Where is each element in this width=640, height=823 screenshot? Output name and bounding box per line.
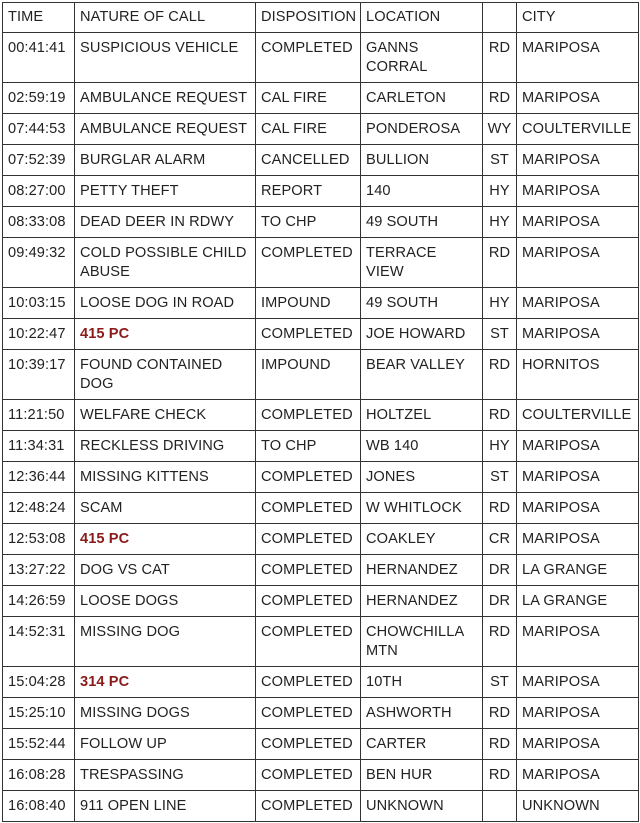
table-row (3, 207, 639, 238)
cell-city: COULTERVILLE (517, 114, 639, 145)
cell-nature-of-call: LOOSE DOG IN ROAD (75, 288, 256, 319)
cell-location: HERNANDEZ (361, 555, 483, 586)
cell-city: MARIPOSA (517, 698, 639, 729)
cell-location: W WHITLOCK (361, 493, 483, 524)
call-log (2, 2, 639, 822)
cell-location: GANNS CORRAL (361, 33, 483, 83)
cell-city: HORNITOS (517, 350, 639, 400)
cell-nature-of-call: COLD POSSIBLE CHILD ABUSE (75, 238, 256, 288)
cell-time: 08:33:08 (3, 207, 75, 238)
cell-disposition: COMPLETED (256, 319, 361, 350)
cell-city: MARIPOSA (517, 524, 639, 555)
cell-suffix: RD (483, 238, 517, 288)
cell-city: LA GRANGE (517, 586, 639, 617)
cell-time: 14:52:31 (3, 617, 75, 667)
cell-time: 10:03:15 (3, 288, 75, 319)
cell-time: 09:49:32 (3, 238, 75, 288)
header-location: LOCATION (361, 3, 483, 33)
cell-nature-of-call: SCAM (75, 493, 256, 524)
table-row (3, 400, 639, 431)
cell-time: 11:34:31 (3, 431, 75, 462)
header-nature-of-call: NATURE OF CALL (75, 3, 256, 33)
cell-nature-of-call: 415 PC (75, 319, 256, 350)
cell-disposition: CAL FIRE (256, 83, 361, 114)
cell-disposition: COMPLETED (256, 462, 361, 493)
cell-city: UNKNOWN (517, 791, 639, 822)
header-suffix (483, 3, 517, 33)
cell-city: MARIPOSA (517, 145, 639, 176)
cell-suffix: ST (483, 667, 517, 698)
table-row (3, 760, 639, 791)
header-city: CITY (517, 3, 639, 33)
table-row (3, 791, 639, 822)
cell-suffix: RD (483, 493, 517, 524)
cell-suffix: RD (483, 698, 517, 729)
cell-city: COULTERVILLE (517, 400, 639, 431)
cell-suffix: ST (483, 462, 517, 493)
cell-location: PONDEROSA (361, 114, 483, 145)
cell-nature-of-call: LOOSE DOGS (75, 586, 256, 617)
cell-disposition: COMPLETED (256, 493, 361, 524)
cell-nature-of-call: AMBULANCE REQUEST (75, 83, 256, 114)
table-row (3, 667, 639, 698)
cell-nature-of-call: TRESPASSING (75, 760, 256, 791)
cell-suffix: WY (483, 114, 517, 145)
cell-disposition: COMPLETED (256, 617, 361, 667)
cell-nature-of-call: PETTY THEFT (75, 176, 256, 207)
cell-disposition: COMPLETED (256, 667, 361, 698)
cell-nature-of-call: MISSING KITTENS (75, 462, 256, 493)
cell-suffix: ST (483, 319, 517, 350)
cell-time: 10:22:47 (3, 319, 75, 350)
cell-location: BULLION (361, 145, 483, 176)
cell-suffix: HY (483, 176, 517, 207)
cell-suffix: ST (483, 145, 517, 176)
cell-suffix: HY (483, 431, 517, 462)
cell-disposition: COMPLETED (256, 238, 361, 288)
table-row (3, 617, 639, 667)
cell-time: 16:08:40 (3, 791, 75, 822)
cell-city: MARIPOSA (517, 33, 639, 83)
cell-time: 07:52:39 (3, 145, 75, 176)
cell-location: 49 SOUTH (361, 207, 483, 238)
table-row (3, 288, 639, 319)
table-row (3, 350, 639, 400)
cell-disposition: CAL FIRE (256, 114, 361, 145)
cell-time: 15:52:44 (3, 729, 75, 760)
cell-suffix: CR (483, 524, 517, 555)
cell-time: 02:59:19 (3, 83, 75, 114)
cell-disposition: TO CHP (256, 207, 361, 238)
cell-disposition: CANCELLED (256, 145, 361, 176)
cell-disposition: COMPLETED (256, 33, 361, 83)
cell-suffix: DR (483, 586, 517, 617)
cell-location: ASHWORTH (361, 698, 483, 729)
table-row (3, 493, 639, 524)
cell-nature-of-call: SUSPICIOUS VEHICLE (75, 33, 256, 83)
cell-suffix: RD (483, 400, 517, 431)
cell-city: MARIPOSA (517, 207, 639, 238)
cell-city: MARIPOSA (517, 617, 639, 667)
cell-nature-of-call: BURGLAR ALARM (75, 145, 256, 176)
cell-time: 11:21:50 (3, 400, 75, 431)
cell-time: 12:36:44 (3, 462, 75, 493)
table-row (3, 319, 639, 350)
cell-suffix: DR (483, 555, 517, 586)
cell-time: 08:27:00 (3, 176, 75, 207)
table-row (3, 33, 639, 83)
cell-disposition: COMPLETED (256, 586, 361, 617)
header-disposition: DISPOSITION (256, 3, 361, 33)
cell-city: MARIPOSA (517, 462, 639, 493)
cell-nature-of-call: FOLLOW UP (75, 729, 256, 760)
table-row (3, 83, 639, 114)
cell-disposition: COMPLETED (256, 524, 361, 555)
cell-city: MARIPOSA (517, 729, 639, 760)
cell-time: 16:08:28 (3, 760, 75, 791)
cell-nature-of-call: DOG VS CAT (75, 555, 256, 586)
cell-location: COAKLEY (361, 524, 483, 555)
cell-location: 10TH (361, 667, 483, 698)
cell-nature-of-call: RECKLESS DRIVING (75, 431, 256, 462)
cell-nature-of-call: 314 PC (75, 667, 256, 698)
cell-location: TERRACE VIEW (361, 238, 483, 288)
call-log-table (2, 2, 639, 822)
cell-location: HERNANDEZ (361, 586, 483, 617)
cell-time: 10:39:17 (3, 350, 75, 400)
cell-location: JONES (361, 462, 483, 493)
cell-suffix: RD (483, 617, 517, 667)
cell-disposition: COMPLETED (256, 698, 361, 729)
cell-suffix: RD (483, 729, 517, 760)
table-row (3, 729, 639, 760)
cell-time: 00:41:41 (3, 33, 75, 83)
table-row (3, 114, 639, 145)
cell-nature-of-call: MISSING DOGS (75, 698, 256, 729)
cell-time: 15:25:10 (3, 698, 75, 729)
table-row (3, 462, 639, 493)
cell-nature-of-call: DEAD DEER IN RDWY (75, 207, 256, 238)
cell-disposition: REPORT (256, 176, 361, 207)
cell-nature-of-call: FOUND CONTAINED DOG (75, 350, 256, 400)
cell-nature-of-call: 911 OPEN LINE (75, 791, 256, 822)
table-body (3, 33, 639, 822)
table-row (3, 586, 639, 617)
cell-nature-of-call: WELFARE CHECK (75, 400, 256, 431)
cell-city: MARIPOSA (517, 238, 639, 288)
cell-location: CHOWCHILLA MTN (361, 617, 483, 667)
cell-city: MARIPOSA (517, 431, 639, 462)
cell-suffix: RD (483, 350, 517, 400)
table-row (3, 431, 639, 462)
cell-location: JOE HOWARD (361, 319, 483, 350)
cell-location: CARTER (361, 729, 483, 760)
cell-city: MARIPOSA (517, 493, 639, 524)
cell-location: BEAR VALLEY (361, 350, 483, 400)
cell-location: WB 140 (361, 431, 483, 462)
cell-time: 15:04:28 (3, 667, 75, 698)
cell-nature-of-call: 415 PC (75, 524, 256, 555)
cell-disposition: COMPLETED (256, 555, 361, 586)
cell-disposition: IMPOUND (256, 350, 361, 400)
cell-disposition: COMPLETED (256, 791, 361, 822)
table-row (3, 238, 639, 288)
cell-city: MARIPOSA (517, 319, 639, 350)
cell-suffix: RD (483, 33, 517, 83)
cell-disposition: COMPLETED (256, 400, 361, 431)
cell-location: BEN HUR (361, 760, 483, 791)
cell-suffix: RD (483, 83, 517, 114)
cell-nature-of-call: AMBULANCE REQUEST (75, 114, 256, 145)
header-row (3, 3, 639, 33)
cell-disposition: IMPOUND (256, 288, 361, 319)
cell-location: HOLTZEL (361, 400, 483, 431)
cell-suffix: HY (483, 288, 517, 319)
cell-time: 12:53:08 (3, 524, 75, 555)
cell-city: MARIPOSA (517, 288, 639, 319)
cell-disposition: TO CHP (256, 431, 361, 462)
cell-time: 14:26:59 (3, 586, 75, 617)
cell-time: 07:44:53 (3, 114, 75, 145)
cell-time: 13:27:22 (3, 555, 75, 586)
table-row (3, 145, 639, 176)
cell-city: LA GRANGE (517, 555, 639, 586)
cell-city: MARIPOSA (517, 667, 639, 698)
table-row (3, 176, 639, 207)
cell-nature-of-call: MISSING DOG (75, 617, 256, 667)
table-row (3, 698, 639, 729)
header-time: TIME (3, 3, 75, 33)
cell-suffix (483, 791, 517, 822)
cell-location: 49 SOUTH (361, 288, 483, 319)
cell-location: 140 (361, 176, 483, 207)
cell-location: UNKNOWN (361, 791, 483, 822)
cell-disposition: COMPLETED (256, 760, 361, 791)
cell-time: 12:48:24 (3, 493, 75, 524)
table-row (3, 555, 639, 586)
cell-suffix: HY (483, 207, 517, 238)
cell-city: MARIPOSA (517, 83, 639, 114)
table-row (3, 524, 639, 555)
cell-city: MARIPOSA (517, 760, 639, 791)
cell-location: CARLETON (361, 83, 483, 114)
cell-suffix: RD (483, 760, 517, 791)
cell-city: MARIPOSA (517, 176, 639, 207)
cell-disposition: COMPLETED (256, 729, 361, 760)
